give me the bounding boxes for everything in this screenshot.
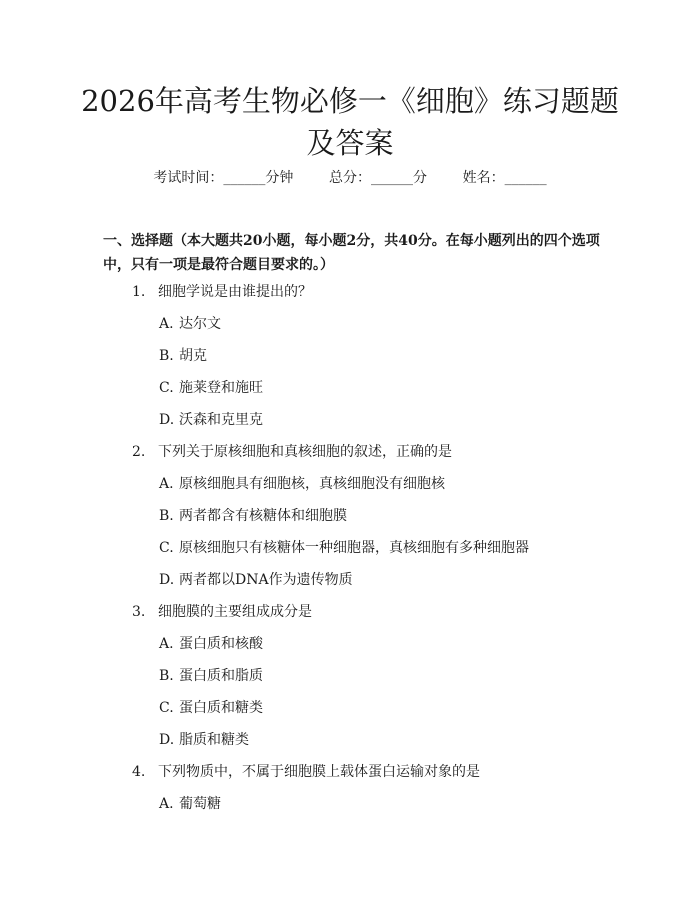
student-name-label: 姓名：______: [462, 170, 547, 186]
question-3-option-c: [159, 698, 263, 718]
total-score-label: 总分：______分: [329, 170, 427, 186]
question-2-option-d: [159, 570, 353, 590]
question-text: 下列物质中，不属于细胞膜上载体蛋白运输对象的是: [158, 764, 480, 780]
option-label: B.: [159, 668, 174, 684]
question-4-option-a: [159, 794, 221, 814]
option-label: C.: [159, 540, 174, 556]
question-2-option-a: [159, 474, 445, 494]
question-2: [132, 442, 452, 462]
question-1-option-a: [159, 314, 221, 334]
option-text: 蛋白质和核酸: [179, 636, 263, 652]
question-text: 细胞学说是由谁提出的？: [158, 284, 312, 300]
question-3-option-a: [159, 634, 263, 654]
question-4: [132, 762, 480, 782]
option-label: C.: [159, 700, 174, 716]
option-label: D.: [159, 572, 175, 588]
question-2-option-b: [159, 506, 347, 526]
option-label: A.: [159, 796, 174, 812]
question-3-option-b: [159, 666, 263, 686]
question-number: 4.: [132, 764, 146, 780]
option-text: 两者都以DNA作为遗传物质: [179, 572, 353, 588]
option-text: 两者都含有核糖体和细胞膜: [179, 508, 347, 524]
option-text: 蛋白质和脂质: [179, 668, 263, 684]
exam-time-label: 考试时间：______分钟: [153, 170, 294, 186]
option-text: 蛋白质和糖类: [179, 700, 263, 716]
option-text: 原核细胞具有细胞核，真核细胞没有细胞核: [179, 476, 445, 492]
option-label: A.: [159, 636, 174, 652]
section-heading: 一、选择题（本大题共20小题，每小题2分，共40分。在每小题列出的四个选项中，只有一项是最符合题目要求的。）: [103, 233, 600, 273]
option-label: C.: [159, 380, 174, 396]
question-1: [132, 282, 312, 302]
option-text: 施莱登和施旺: [179, 380, 263, 396]
question-1-option-b: [159, 346, 207, 366]
question-number: 1.: [132, 284, 146, 300]
question-number: 3.: [132, 604, 146, 620]
option-text: 沃森和克里克: [179, 412, 263, 428]
option-label: D.: [159, 732, 175, 748]
option-text: 胡克: [179, 348, 207, 364]
question-number: 2.: [132, 444, 146, 460]
option-text: 葡萄糖: [179, 796, 221, 812]
option-label: D.: [159, 412, 175, 428]
question-1-option-c: [159, 378, 263, 398]
question-text: 细胞膜的主要组成成分是: [158, 604, 312, 620]
option-text: 达尔文: [179, 316, 221, 332]
option-label: A.: [159, 476, 174, 492]
question-text: 下列关于原核细胞和真核细胞的叙述，正确的是: [158, 444, 452, 460]
option-text: 脂质和糖类: [179, 732, 249, 748]
option-label: A.: [159, 316, 174, 332]
option-label: B.: [159, 508, 174, 524]
question-3: [132, 602, 312, 622]
question-3-option-d: [159, 730, 249, 750]
question-1-option-d: [159, 410, 263, 430]
option-label: B.: [159, 348, 174, 364]
question-2-option-c: [159, 538, 529, 558]
exam-info-line: [0, 168, 700, 188]
document-title: 2026年高考生物必修一《细胞》练习题题及答案: [81, 84, 619, 160]
option-text: 原核细胞只有核糖体一种细胞器，真核细胞有多种细胞器: [179, 540, 529, 556]
